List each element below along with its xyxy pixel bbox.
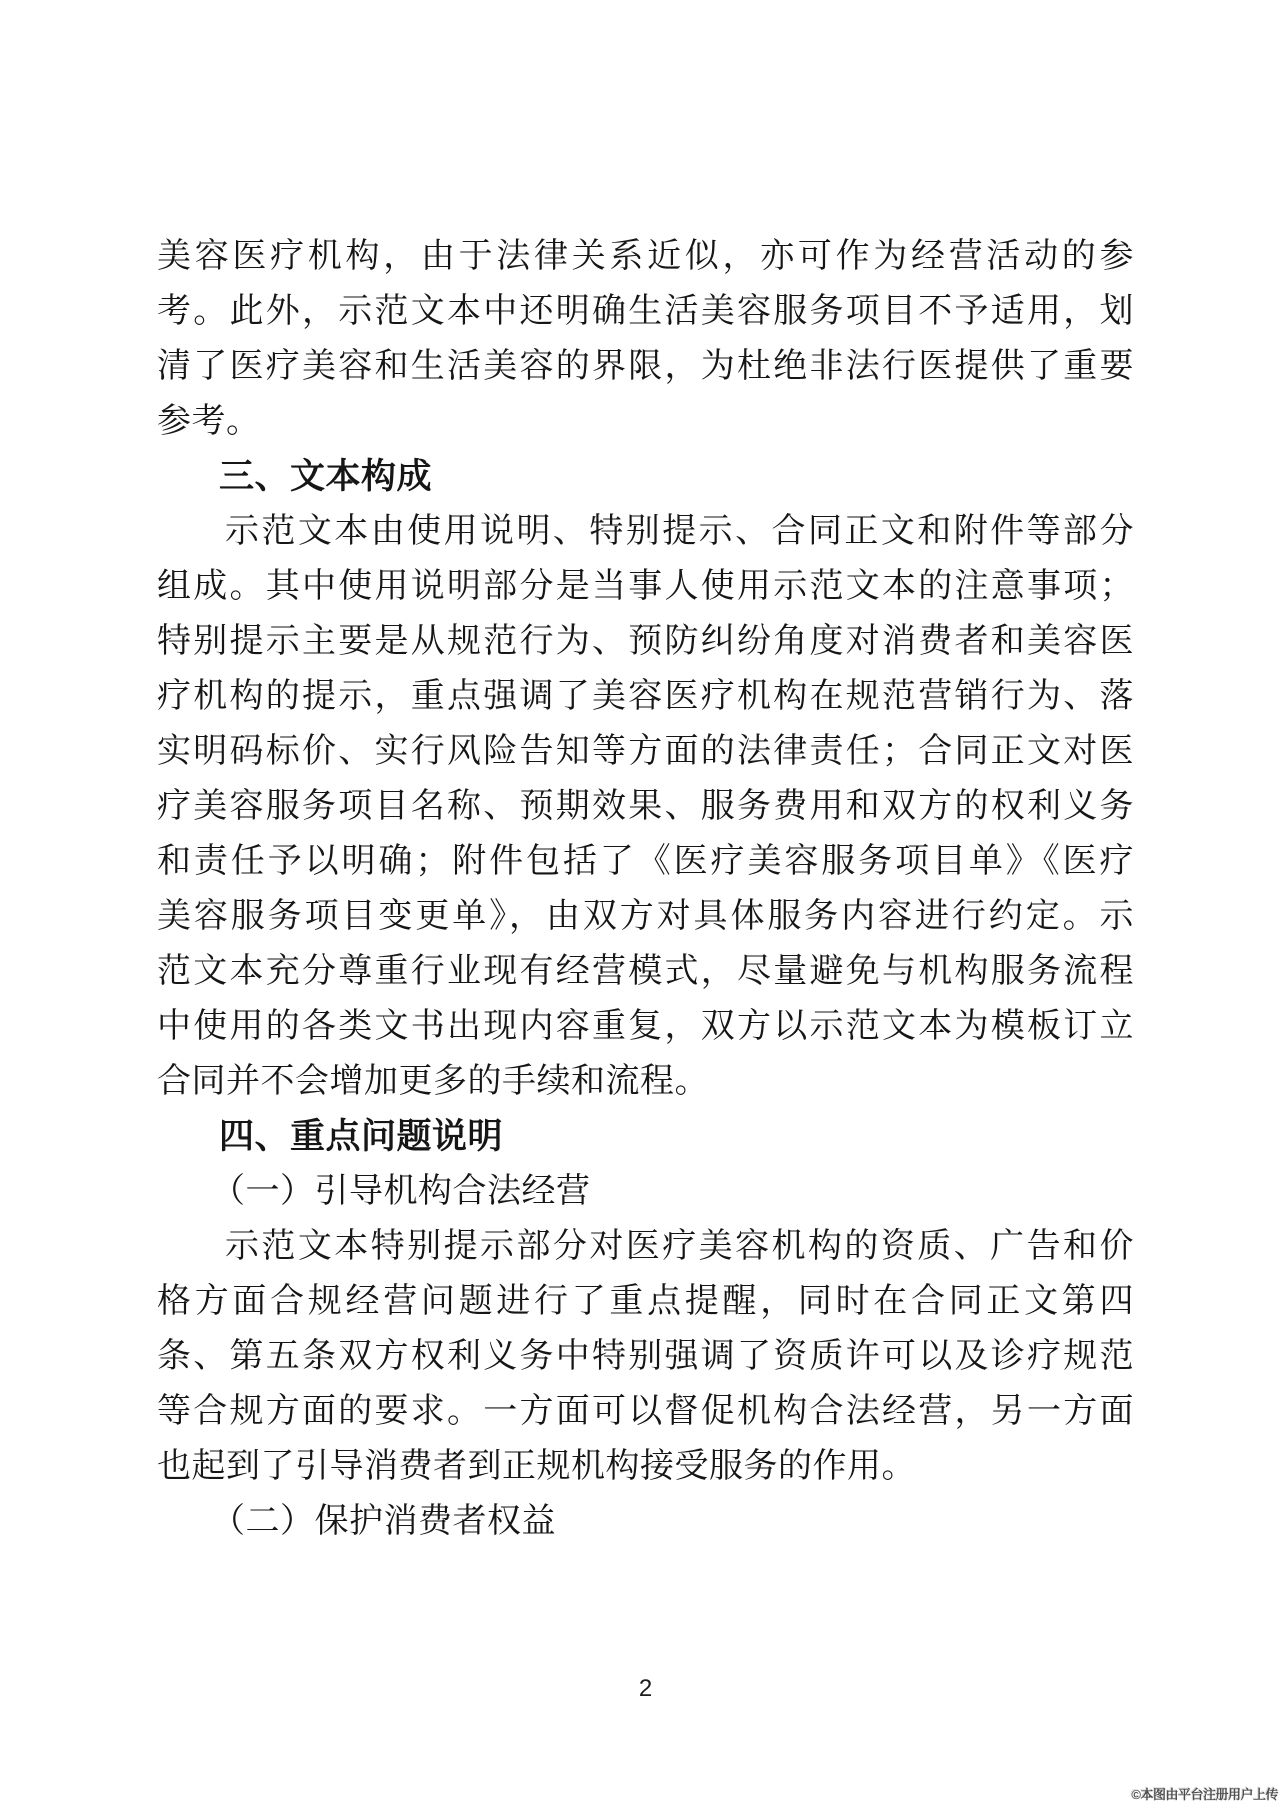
- page-number: 2: [638, 1675, 653, 1702]
- text-line: 中使用的各类文书出现内容重复，双方以示范文本为模板订立: [157, 1008, 1134, 1045]
- text-line: 疗美容服务项目名称、预期效果、服务费用和双方的权利义务: [157, 788, 1134, 825]
- text-line: 清了医疗美容和生活美容的界限，为杜绝非法行医提供了重要: [157, 348, 1134, 385]
- document-body: [157, 229, 1134, 1549]
- section-heading-3: 三、文本构成: [219, 457, 433, 496]
- text-line: 等合规方面的要求。一方面可以督促机构合法经营，另一方面: [157, 1393, 1134, 1430]
- subsection-heading-2: （二）保护消费者权益: [211, 1503, 556, 1540]
- text-line: 特别提示主要是从规范行为、预防纠纷角度对消费者和美容医: [157, 623, 1134, 660]
- text-line: 也起到了引导消费者到正规机构接受服务的作用。: [157, 1448, 916, 1485]
- subsection-heading-1: （一）引导机构合法经营: [211, 1173, 591, 1210]
- text-line: 和责任予以明确；附件包括了《医疗美容服务项目单》《医疗: [157, 843, 1134, 880]
- text-line: 参考。: [157, 403, 261, 440]
- text-line: 范文本充分尊重行业现有经营模式，尽量避免与机构服务流程: [157, 953, 1134, 990]
- text-line: 考。此外，示范文本中还明确生活美容服务项目不予适用，划: [157, 293, 1134, 330]
- text-line: 美容医疗机构，由于法律关系近似，亦可作为经营活动的参: [157, 238, 1134, 275]
- text-line: 美容服务项目变更单》，由双方对具体服务内容进行约定。示: [157, 898, 1134, 935]
- text-line: 条、第五条双方权利义务中特别强调了资质许可以及诊疗规范: [157, 1338, 1134, 1375]
- text-line: 格方面合规经营问题进行了重点提醒，同时在合同正文第四: [157, 1283, 1134, 1320]
- section-heading-4: 四、重点问题说明: [219, 1117, 504, 1156]
- text-line: 实明码标价、实行风险告知等方面的法律责任；合同正文对医: [157, 733, 1134, 770]
- text-line: 示范文本特别提示部分对医疗美容机构的资质、广告和价: [225, 1228, 1134, 1265]
- text-line: 组成。其中使用说明部分是当事人使用示范文本的注意事项；: [157, 568, 1134, 605]
- watermark: ©本图由平台注册用户上传: [1131, 1787, 1278, 1802]
- text-line: 合同并不会增加更多的手续和流程。: [157, 1063, 709, 1100]
- text-line: 示范文本由使用说明、特别提示、合同正文和附件等部分: [225, 513, 1134, 550]
- text-line: 疗机构的提示，重点强调了美容医疗机构在规范营销行为、落: [157, 678, 1134, 715]
